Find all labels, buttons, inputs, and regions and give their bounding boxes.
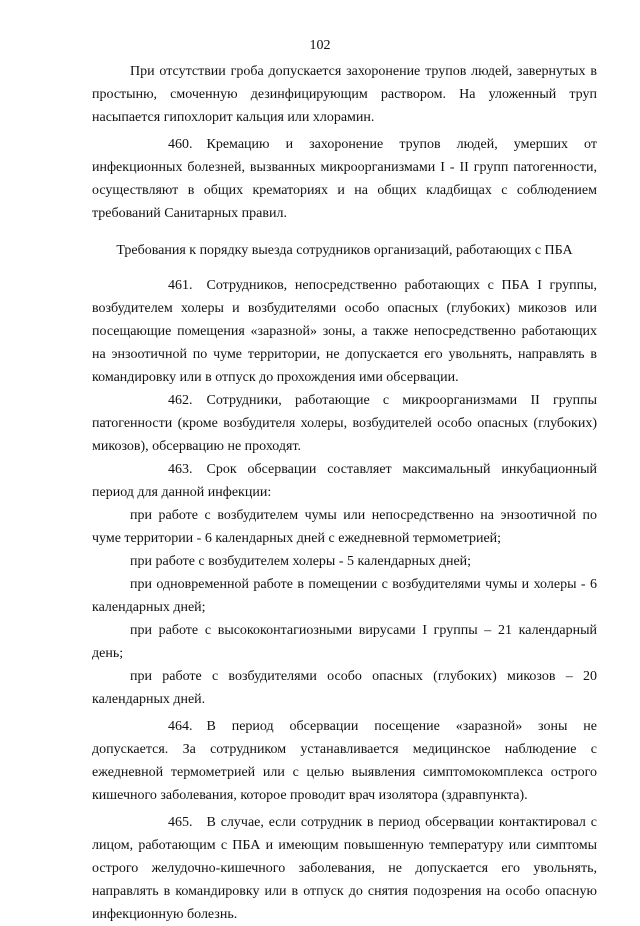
paragraph-465 <box>92 811 597 926</box>
paragraph-text: Сотрудники, работающие с микроорганизмами II группы патогенности (кроме возбудителя холеры, возбудителей особо опасных (глубоких) микозов), обсервацию не проходят. <box>92 393 597 454</box>
section-heading: Требования к порядку выезда сотрудников организаций, работающих с ПБА <box>116 243 573 258</box>
paragraph-text: Кремацию и захоронение трупов людей, умерших от инфекционных болезней, вызванных микроорганизмами I - II групп патогенности, осуществляют в общих крематориях и на общих кладбищах с соблюдением требований Санитарных правил. <box>92 137 597 221</box>
list-item: при работе с высококонтагиозными вирусами I группы – 21 календарный день; <box>92 623 597 661</box>
paragraph-number: 464. <box>168 719 193 734</box>
paragraph-number: 461. <box>168 278 193 293</box>
paragraph-464 <box>92 715 597 807</box>
paragraph-text: При отсутствии гроба допускается захоронение трупов людей, завернутых в простыню, смоченную дезинфицирующим раствором. На уложенный труп насыпается гипохлорит кальция или хлорамин. <box>92 64 597 125</box>
paragraph-461 <box>92 274 597 389</box>
paragraph-number: 460. <box>168 137 193 152</box>
list-item: при одновременной работе в помещении с возбудителями чумы и холеры - 6 календарных дней; <box>92 577 597 615</box>
list-item: при работе с возбудителями особо опасных (глубоких) микозов – 20 календарных дней. <box>92 669 597 707</box>
paragraph-text: В случае, если сотрудник в период обсервации контактировал с лицом, работающим с ПБА и имеющим повышенную температуру или симптомы острого желудочно-кишечного заболевания, не допускается его увольнять, направлять в командировку или в отпуск до снятия подозрения на особо опасную инфекционную болезнь. <box>92 815 597 922</box>
paragraph-462 <box>92 389 597 458</box>
page-number: 102 <box>309 38 331 53</box>
list-item: при работе с возбудителем холеры - 5 календарных дней; <box>130 554 472 569</box>
paragraph-continuation <box>92 60 597 129</box>
paragraph-463 <box>92 458 597 504</box>
paragraph-text: Срок обсервации составляет максимальный инкубационный период для данной инфекции: <box>92 462 597 500</box>
paragraph-460 <box>92 133 597 225</box>
list-item: при работе с возбудителем чумы или непосредственно на энзоотичной по чуме территории - 6 календарных дней с ежедневной термометрией; <box>92 508 597 546</box>
paragraph-number: 462. <box>168 393 193 408</box>
paragraph-text: В период обсервации посещение «заразной» зоны не допускается. За сотрудником устанавливается медицинское наблюдение с ежедневной термометрией или с целью выявления симптомокомплекса острого кишечного заболевания, которое проводит врач изолятора (здравпункта). <box>92 719 597 803</box>
paragraph-text: Сотрудников, непосредственно работающих с ПБА I группы, возбудителем холеры и возбудителями особо опасных (глубоких) микозов или посещающие помещения «заразной» зоны, а также непосредственно работающих на энзоотичной по чуме территории, не допускается его увольнять, направлять в командировку или в отпуск до прохождения ими обсервации. <box>92 278 597 385</box>
paragraph-number: 463. <box>168 462 193 477</box>
document-body <box>92 60 597 926</box>
paragraph-number: 465. <box>168 815 193 830</box>
